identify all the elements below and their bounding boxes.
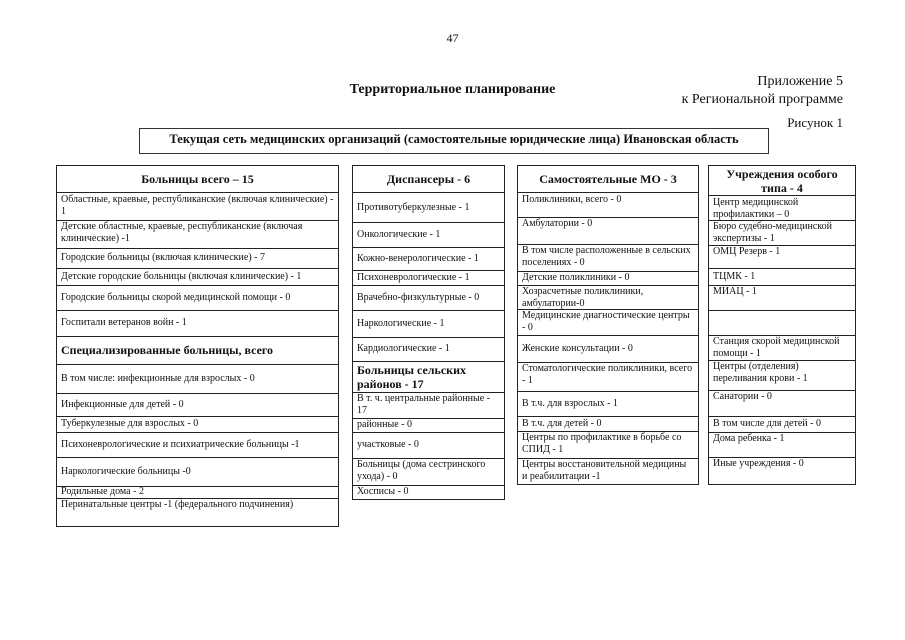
list-item: Центры по профилактике в борьбе со СПИД - 1 — [517, 431, 699, 459]
list-item: Госпитали ветеранов войн - 1 — [56, 310, 339, 337]
column-header: Диспансеры - 6 — [352, 165, 505, 193]
list-item: В т.ч. для взрослых - 1 — [517, 391, 699, 417]
list-item: Психоневрологические - 1 — [352, 270, 505, 286]
figure-label: Рисунок 1 — [787, 115, 843, 130]
list-item: В т. ч. центральные районные - 17 — [352, 392, 505, 419]
list-item: Областные, краевые, республиканские (включая клинические) - 1 — [56, 193, 339, 221]
column-header: Больницы всего – 15 — [56, 165, 339, 193]
list-item: Поликлиники, всего - 0 — [517, 193, 699, 218]
list-item: Детские городские больницы (включая клинические) - 1 — [56, 268, 339, 286]
list-item: Онкологические - 1 — [352, 222, 505, 248]
list-item: Наркологические - 1 — [352, 310, 505, 338]
list-item: Женские консультации - 0 — [517, 335, 699, 363]
main-box: Текущая сеть медицинских организаций (самостоятельные юридические лица) Ивановская область — [139, 128, 769, 154]
list-item: Дома ребенка - 1 — [708, 432, 856, 458]
list-item: Кардиологические - 1 — [352, 337, 505, 362]
list-item: Хозрасчетные поликлиники, амбулатории-0 — [517, 285, 699, 310]
list-item: Кожно-венерологические - 1 — [352, 247, 505, 271]
list-item: Психоневрологические и психиатрические больницы -1 — [56, 432, 339, 458]
list-item: Городские больницы (включая клинические) - 7 — [56, 248, 339, 269]
list-item: Центры (отделения) переливания крови - 1 — [708, 360, 856, 391]
list-item: В том числе расположенные в сельских поселениях - 0 — [517, 244, 699, 272]
list-item: участковые - 0 — [352, 432, 505, 459]
list-item: Стоматологические поликлиники, всего - 1 — [517, 362, 699, 392]
page-number: 47 — [446, 31, 459, 45]
list-item: Больницы (дома сестринского ухода) - 0 — [352, 458, 505, 486]
list-item: Бюро судебно-медицинской экспертизы - 1 — [708, 220, 856, 246]
appendix-line-2: к Региональной программе — [681, 92, 843, 107]
list-item: Родильные дома - 2 — [56, 486, 339, 499]
list-item: Центр медицинской профилактики – 0 — [708, 196, 856, 221]
list-item — [708, 310, 856, 336]
list-item: ТЦМК - 1 — [708, 268, 856, 286]
list-item: Противотуберкулезные - 1 — [352, 193, 505, 223]
list-item: Детские поликлиники - 0 — [517, 271, 699, 286]
list-item: ОМЦ Резерв - 1 — [708, 245, 856, 269]
list-item: МИАЦ - 1 — [708, 285, 856, 311]
column-header: Учреждения особого типа - 4 — [708, 165, 856, 196]
list-item: Наркологические больницы -0 — [56, 457, 339, 487]
list-item: Хосписы - 0 — [352, 485, 505, 500]
section-header: Больницы сельских районов - 17 — [352, 361, 505, 393]
list-item: Врачебно-физкультурные - 0 — [352, 285, 505, 311]
list-item: Центры восстановительной медицины и реабилитации -1 — [517, 458, 699, 485]
list-item: Инфекционные для детей - 0 — [56, 393, 339, 417]
appendix-line-1: Приложение 5 — [757, 74, 843, 89]
list-item: Туберкулезные для взрослых - 0 — [56, 416, 339, 433]
list-item: районные - 0 — [352, 418, 505, 433]
list-item: Перинатальные центры -1 (федерального подчинения) — [56, 498, 339, 527]
list-item: Детские областные, краевые, республиканские (включая клинические) -1 — [56, 220, 339, 249]
list-item: Городские больницы скорой медицинской помощи - 0 — [56, 285, 339, 311]
list-item: Медицинские диагностические центры - 0 — [517, 309, 699, 336]
list-item: В т.ч. для детей - 0 — [517, 416, 699, 432]
column-header: Самостоятельные МО - 3 — [517, 165, 699, 193]
page-title: Территориальное планирование — [349, 82, 556, 97]
list-item: Санатории - 0 — [708, 390, 856, 417]
list-item: В том числе: инфекционные для взрослых - 0 — [56, 364, 339, 394]
list-item: Амбулатории - 0 — [517, 217, 699, 245]
list-item: Станция скорой медицинской помощи - 1 — [708, 335, 856, 361]
section-header: Специализированные больницы, всего — [56, 336, 339, 365]
list-item: В том числе для детей - 0 — [708, 416, 856, 433]
list-item: Иные учреждения - 0 — [708, 457, 856, 485]
